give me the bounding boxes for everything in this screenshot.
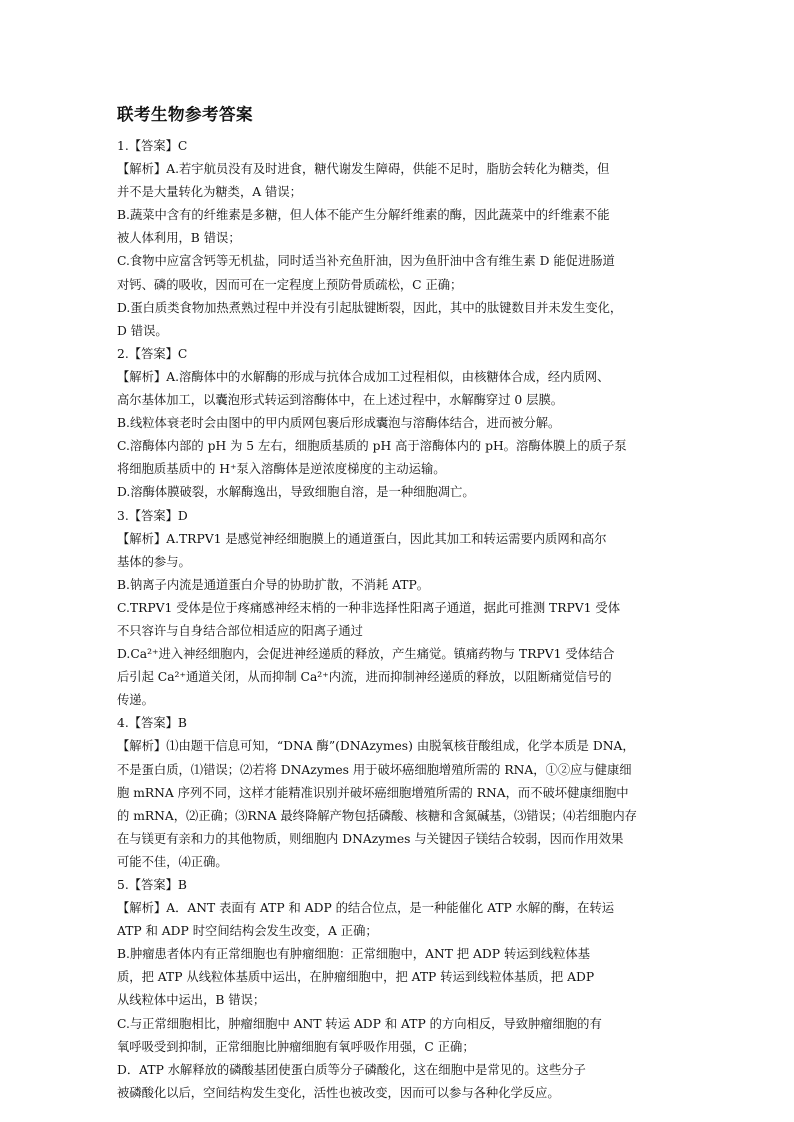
explanation-line: 质，把 ATP 从线粒体基质中运出，在肿瘤细胞中，把 ATP 转运到线粒体基质，把 ADP xyxy=(117,970,595,985)
answer-key-line: 2.【答案】C xyxy=(117,346,188,361)
explanation-line: 的 mRNA，⑵正确；⑶RNA 最终降解产物包括磷酸、核糖和含氮碱基，⑶错误；⑷若细胞内存 xyxy=(117,808,637,823)
explanation-line: ATP 和 ADP 时空间结构会发生改变，A 正确； xyxy=(117,924,378,939)
explanation-line: 被人体利用，B 错误； xyxy=(117,231,241,246)
explanation-line: D.溶酶体膜破裂，水解酶逸出，导致细胞自溶，是一种细胞凋亡。 xyxy=(117,485,475,500)
explanation-line: 不是蛋白质，⑴错误；⑵若将 DNAzymes 用于破坏癌细胞增殖所需的 RNA，①②应与健康细 xyxy=(117,762,632,777)
explanation-line: 可能不佳，⑷正确。 xyxy=(117,854,228,869)
explanation-line: 对钙、磷的吸收，因而可在一定程度上预防骨质疏松，C 正确； xyxy=(117,277,463,292)
explanation-line: 高尔基体加工，以囊泡形式转运到溶酶体中，在上述过程中，水解酶穿过 0 层膜。 xyxy=(117,393,564,408)
explanation-line: 在与镁更有亲和力的其他物质，则细胞内 DNAzymes 与关键因子镁结合较弱，因而作用效果 xyxy=(117,831,624,846)
explanation-line: 并不是大量转化为糖类，A 错误； xyxy=(117,185,302,200)
explanation-line: 【解析】A．ANT 表面有 ATP 和 ADP 的结合位点，是一种能催化 ATP 水解的酶，在转运 xyxy=(117,901,615,916)
explanation-line: 后引起 Ca²⁺通道关闭，从而抑制 Ca²⁺内流，进而抑制神经递质的释放，以阻断痛觉信号的 xyxy=(117,670,612,685)
answer-key-line: 5.【答案】B xyxy=(117,878,187,892)
explanation-line: C.与正常细胞相比，肿瘤细胞中 ANT 转运 ADP 和 ATP 的方向相反，导致肿瘤细胞的有 xyxy=(117,1016,602,1031)
explanation-line: D.Ca²⁺进入神经细胞内，会促进神经递质的释放，产生痛觉。镇痛药物与 TRPV1 受体结合 xyxy=(117,647,615,662)
explanation-line: B.肿瘤患者体内有正常细胞也有肿瘤细胞：正常细胞中，ANT 把 ADP 转运到线粒体基 xyxy=(117,947,591,962)
explanation-line: 【解析】A.TRPV1 是感觉神经细胞膜上的通道蛋白，因此其加工和转运需要内质网和高尔 xyxy=(117,531,607,546)
explanation-line: D．ATP 水解释放的磷酸基团使蛋白质等分子磷酸化，这在细胞中是常见的。这些分子 xyxy=(117,1062,586,1077)
answer-key-line: 1.【答案】C xyxy=(117,139,188,153)
answer-sheet xyxy=(117,103,677,1105)
explanation-line: 不只容许与自身结合部位相适应的阳离子通过 xyxy=(117,623,363,638)
explanation-line: D.蛋白质类食物加热煮熟过程中并没有引起肽键断裂，因此，其中的肽键数目并未发生变化， xyxy=(117,300,623,315)
explanation-line: 传递。 xyxy=(117,693,154,708)
explanation-line: B.钠离子内流是通道蛋白介导的协助扩散，不消耗 ATP。 xyxy=(117,577,430,592)
explanation-line: 【解析】A.若宇航员没有及时进食，糖代谢发生障碍，供能不足时，脂肪会转化为糖类，但 xyxy=(117,162,610,177)
explanation-line: B.蔬菜中含有的纤维素是多糖，但人体不能产生分解纤维素的酶，因此蔬菜中的纤维素不能 xyxy=(117,208,610,223)
explanation-line: 将细胞质基质中的 H⁺泵入溶酶体是逆浓度梯度的主动运输。 xyxy=(117,462,446,477)
document-title: 联考生物参考答案 xyxy=(117,105,253,124)
answer-key-line: 4.【答案】B xyxy=(117,716,187,731)
explanation-line: 被磷酸化以后，空间结构发生变化，活性也被改变，因而可以参与各种化学反应。 xyxy=(117,1085,560,1100)
explanation-line: 【解析】⑴由题干信息可知，“DNA 酶”(DNAzymes) 由脱氧核苷酸组成，化学本质是 DNA， xyxy=(117,739,635,754)
answer-text-body xyxy=(117,135,677,1105)
explanation-line: B.线粒体衰老时会由图中的甲内质网包裹后形成囊泡与溶酶体结合，进而被分解。 xyxy=(117,416,561,431)
explanation-line: 从线粒体中运出，B 错误； xyxy=(117,993,266,1008)
explanation-line: 胞 mRNA 序列不同，这样才能精准识别并破坏癌细胞增殖所需的 RNA，而不破坏健康细胞中 xyxy=(117,785,629,800)
explanation-line: C.食物中应富含钙等无机盐，同时适当补充鱼肝油，因为鱼肝油中含有维生素 D 能促进肠道 xyxy=(117,254,615,269)
answer-key-line: 3.【答案】D xyxy=(117,508,188,523)
explanation-line: C.TRPV1 受体是位于疼痛感神经末梢的一种非选择性阳离子通道，据此可推测 TRPV1 受体 xyxy=(117,600,620,615)
explanation-line: D 错误。 xyxy=(117,323,168,338)
explanation-line: 基体的参与。 xyxy=(117,554,191,569)
explanation-line: 氧呼吸受到抑制，正常细胞比肿瘤细胞有氧呼吸作用强，C 正确； xyxy=(117,1039,475,1054)
explanation-line: C.溶酶体内部的 pH 为 5 左右，细胞质基质的 pH 高于溶酶体内的 pH。溶酶体膜上的质子泵 xyxy=(117,439,627,454)
explanation-line: 【解析】A.溶酶体中的水解酶的形成与抗体合成加工过程相似，由核糖体合成，经内质网、 xyxy=(117,369,610,384)
